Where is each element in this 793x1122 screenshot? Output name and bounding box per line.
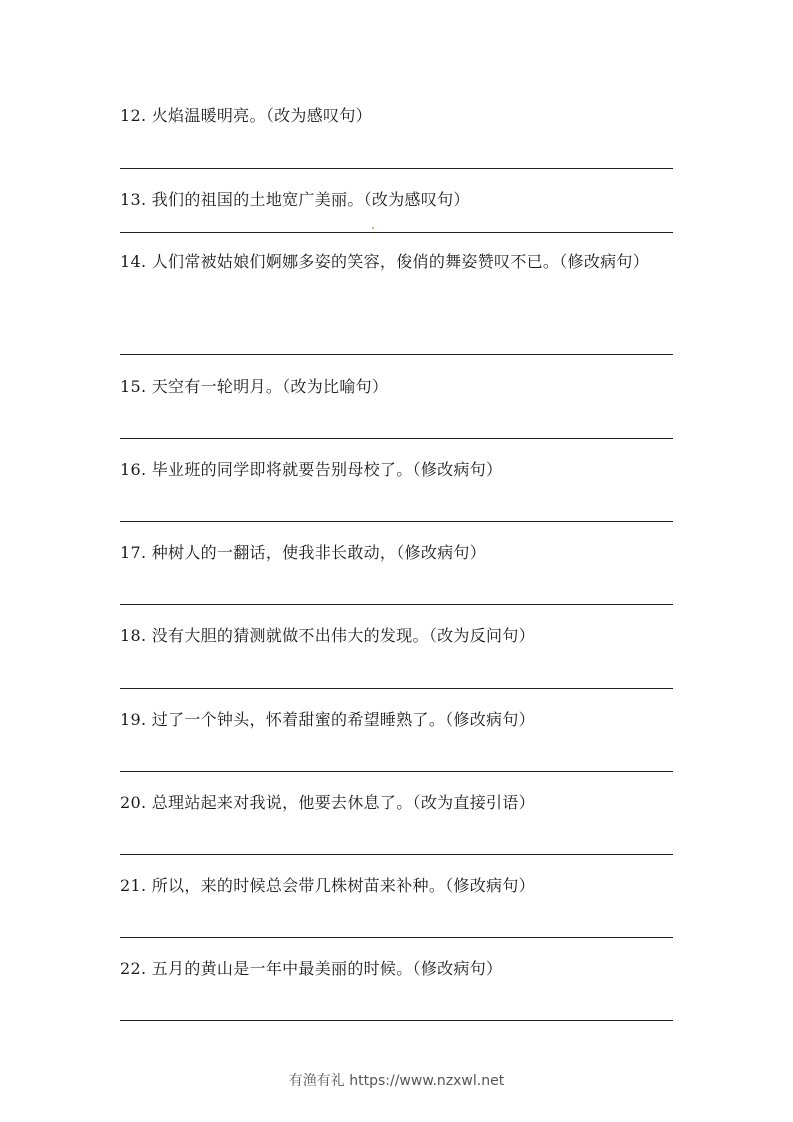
question-19: 19. 过了一个钟头，怀着甜蜜的希望睡熟了。（修改病句） [120, 710, 535, 729]
question-15: 15. 天空有一轮明月。（改为比喻句） [120, 377, 389, 396]
question-22: 22. 五月的黄山是一年中最美丽的时候。（修改病句） [120, 959, 503, 978]
answer-line-19[interactable] [120, 771, 673, 772]
question-21: 21. 所以，来的时候总会带几株树苗来补种。（修改病句） [120, 876, 535, 895]
answer-line-20[interactable] [120, 854, 673, 855]
answer-line-13[interactable] [120, 232, 673, 233]
footer-watermark: 有渔有礼 https://www.nzxwl.net [288, 1073, 505, 1089]
question-18: 18. 没有大胆的猜测就做不出伟大的发现。（改为反问句） [120, 626, 535, 645]
question-20: 20. 总理站起来对我说，他要去休息了。（改为直接引语） [120, 793, 535, 812]
question-13: 13. 我们的祖国的土地宽广美丽。（改为感叹句） [120, 190, 470, 209]
question-14: 14. 人们常被姑娘们婀娜多姿的笑容，俊俏的舞姿赞叹不已。（修改病句） [120, 252, 650, 271]
answer-line-17[interactable] [120, 604, 673, 605]
question-16: 16. 毕业班的同学即将就要告别母校了。（修改病句） [120, 460, 503, 479]
question-12: 12. 火焰温暖明亮。（改为感叹句） [120, 106, 372, 125]
question-17: 17. 种树人的一翻话，使我非长敢动，（修改病句） [120, 543, 487, 562]
answer-line-16[interactable] [120, 521, 673, 522]
answer-line-22[interactable] [120, 1020, 673, 1021]
answer-line-18[interactable] [120, 688, 673, 689]
answer-line-15[interactable] [120, 438, 673, 439]
answer-line-14[interactable] [120, 354, 673, 355]
scan-speck [372, 227, 374, 229]
answer-line-12[interactable] [120, 168, 673, 169]
answer-line-21[interactable] [120, 937, 673, 938]
